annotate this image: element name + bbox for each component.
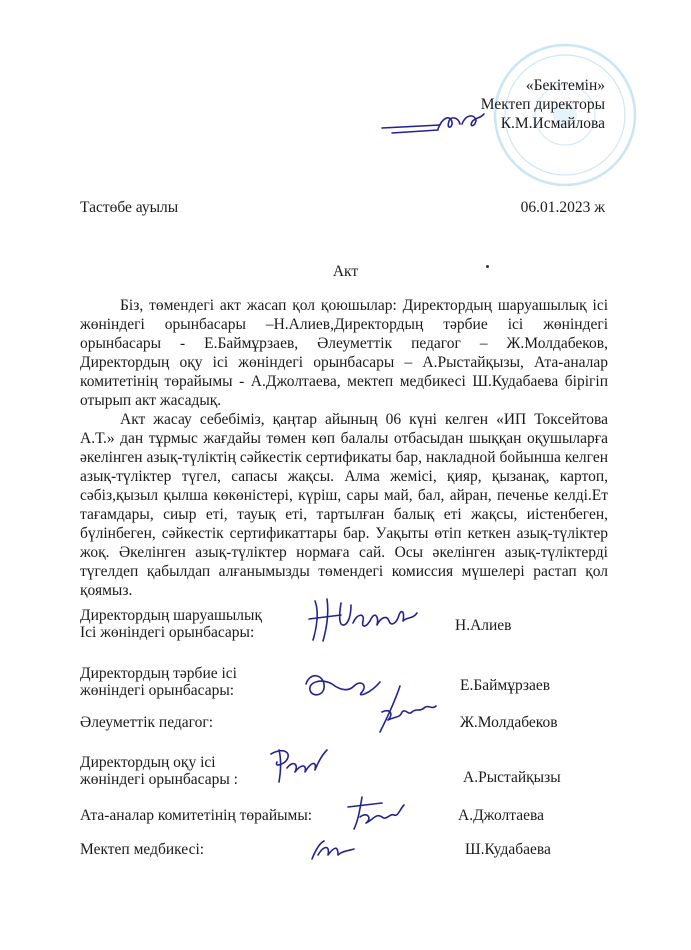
document-body	[80, 296, 608, 600]
signatory-row	[80, 607, 610, 647]
document-place: Тастөбе ауылы	[80, 199, 179, 216]
signature-icon	[370, 682, 440, 737]
signatory-role-line: Әлеуметтік педагог:	[80, 714, 214, 731]
signatory-role-line: Ісі жөніндегі орынбасары:	[80, 624, 255, 641]
signatory-role-line: жөніндегі орынбасары :	[80, 771, 238, 788]
signatory-role-line: Мектеп медбикесі:	[80, 841, 205, 858]
signatory-name: Е.Баймұрзаев	[460, 677, 551, 694]
signature-icon	[342, 793, 410, 833]
ink-dot	[486, 265, 489, 268]
document-date: 06.01.2023 ж	[520, 199, 605, 216]
signatory-row	[80, 841, 610, 861]
signature-icon	[265, 746, 335, 786]
approval-position: Мектеп директоры	[480, 96, 605, 113]
signatory-role-line: Директордың тәрбие ісі	[80, 665, 237, 682]
signatory-name: Ж.Молдабеков	[460, 714, 558, 731]
signatory-role-line: Директордың шаруашылық	[80, 607, 262, 624]
signatory-row	[80, 807, 610, 827]
document-title: Акт	[332, 263, 359, 280]
approval-name: К.М.Исмайлова	[500, 115, 605, 132]
signatory-name: А.Рыстайқызы	[463, 769, 561, 786]
approval-heading: «Бекітемін»	[525, 77, 605, 94]
signatory-row	[80, 714, 610, 734]
signatory-role-line: Директордың оқу ісі	[80, 754, 216, 771]
signature-icon	[295, 595, 425, 645]
signatory-name: А.Джолтаева	[458, 807, 544, 824]
director-signature-icon	[380, 108, 500, 138]
paragraph-reason: Акт жасау себебіміз, қаңтар айының 06 күні келген «ИП Токсейтова А.Т.» дан тұрмыс жағдайы төмен көп балалы отбасыдан шыққан оқушыларға әкелінген азық-түліктің сәйкестік сертификаты бар, накладной бойынша келген азық-түліктер түгел, сапасы жақсы. Алма жемісі, қияр, қызанақ, картоп, сәбіз,қызыл қылша көкөністері, күріш, сары май, бал, айран, печенье келді.Ет тағамдары, сиыр еті, тауық еті, тартылған балық еті жақсы, иістенбеген, бүлінбеген, сәйкестік сертификаттары бар. Уақыты өтіп кеткен азық-түліктер жоқ. Әкелінген азық-түліктер нормаға сай. Осы әкелінген азық-түліктерді түгелдеп қабылдап алғанымызды төмендегі комиссия мүшелері растап қол қоямыз.	[80, 411, 608, 599]
signatory-row	[80, 665, 610, 705]
signature-icon	[302, 835, 362, 863]
paragraph-participants: Біз, төмендегі акт жасап қол қоюшылар: Директордың шаруашылық ісі жөніндегі орынбасары –Н.Алиев,Директордың тәрбие ісі жөніндегі орынбасары - Е.Баймұрзаев, Әлеуметтік педагог – Ж.Молдабеков, Директордың оқу ісі жөніндегі орынбасары – А.Рыстайқызы, Ата-аналар комитетінің төрайымы - А.Джолтаева, мектеп медбикесі Ш.Кудабаева бірігіп отырып акт жасадық.	[80, 297, 608, 409]
signatory-name: Ш.Кудабаева	[465, 841, 551, 858]
signatory-role-line: Ата-аналар комитетінің төрайымы:	[80, 807, 313, 824]
signatory-role-line: жөніндегі орынбасары:	[80, 682, 235, 699]
signatory-name: Н.Алиев	[455, 617, 512, 634]
signatory-row	[80, 754, 610, 794]
